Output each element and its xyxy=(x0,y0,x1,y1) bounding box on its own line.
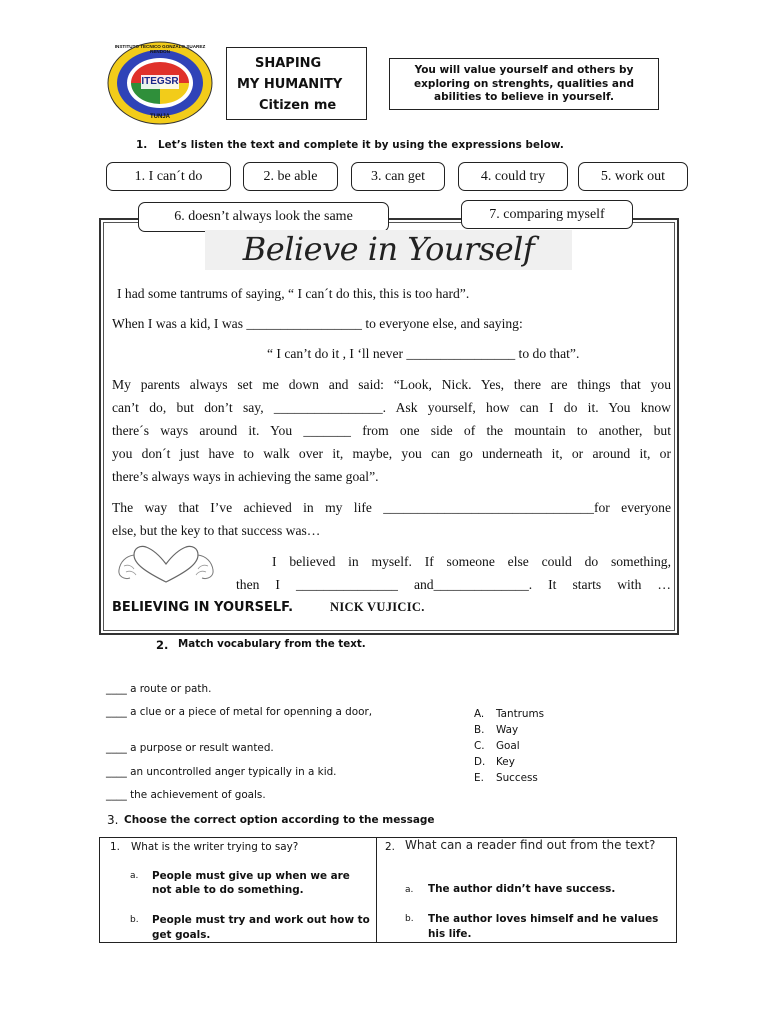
option-letter-d: D. xyxy=(474,756,486,768)
q1-option-a: People must give up when we are not able to do something. xyxy=(152,870,350,896)
school-logo xyxy=(107,41,213,125)
title-line-1: SHAPING xyxy=(255,56,322,71)
question-table-divider xyxy=(376,837,377,943)
expression-6: 6. doesn’t always look the same xyxy=(138,202,389,232)
reading-p5-line2: else, but the key to that success was… xyxy=(112,523,321,538)
logo-center-text: ITEGSR xyxy=(141,76,179,87)
q2-a-letter: a. xyxy=(405,885,414,895)
section3-instruction: Choose the correct option according to the message xyxy=(124,814,435,826)
expression-3: 3. can get xyxy=(351,162,445,191)
expression-2: 2. be able xyxy=(243,162,338,191)
option-letter-a: A. xyxy=(474,708,485,720)
section3-number: 3. xyxy=(107,813,119,827)
option-letter-e: E. xyxy=(474,772,484,784)
option-word-c: Goal xyxy=(496,740,520,752)
reading-p4-line1: My parents always set me down and said: “Look, Nick. Yes, there are things that you xyxy=(112,377,671,392)
q1-option-b: People must try and work out how to get goals. xyxy=(152,914,370,941)
section1-number: 1. xyxy=(136,139,148,151)
expression-7: 7. comparing myself xyxy=(461,200,633,229)
logo-top-text: INSTITUTO TECNICO GONZALO SUAREZ RENDON xyxy=(114,44,206,54)
title-line-2: MY HUMANITY xyxy=(237,77,343,92)
heart-hands-icon xyxy=(116,542,216,586)
definition-1: ____ a route or path. xyxy=(106,683,212,695)
option-word-a: Tantrums xyxy=(496,708,545,720)
q1-number: 1. xyxy=(110,841,120,853)
goal-box xyxy=(389,58,659,110)
q1-a-letter: a. xyxy=(130,871,139,881)
closing-caps: BELIEVING IN YOURSELF. xyxy=(112,600,294,615)
q2-option-b: The author loves himself and he values his life. xyxy=(428,913,659,940)
goal-text: You will value yourself and others by exploring on strenghts, qualities and abilities to believe in yourself. xyxy=(414,64,634,103)
expression-1: 1. I can´t do xyxy=(106,162,231,191)
reading-p4-line4: you don´t just have to walk over it, maybe, you can go underneath it, or around it, or xyxy=(112,446,671,461)
reading-p4-line2: can’t do, but don’t say, ________________. Ask yourself, how can I do it. You know xyxy=(112,400,671,415)
option-word-d: Key xyxy=(496,756,515,768)
section2-number: 2. xyxy=(156,638,169,652)
option-word-b: Way xyxy=(496,724,519,736)
expression-4: 4. could try xyxy=(458,162,568,191)
section2-instruction: Match vocabulary from the text. xyxy=(178,638,366,650)
title-line-3: Citizen me xyxy=(259,98,337,113)
q2-b-letter: b. xyxy=(405,914,414,924)
q2-number: 2. xyxy=(385,841,395,853)
reading-p4-line5: there’s always ways in achieving the same goal”. xyxy=(112,469,379,484)
q2-question: What can a reader find out from the text? xyxy=(405,838,656,852)
author-name: NICK VUJICIC. xyxy=(330,600,425,614)
reading-p3: “ I can’t do it , I ‘ll never ________________ to do that”. xyxy=(267,346,580,361)
q1-b-letter: b. xyxy=(130,915,139,925)
reading-p6-line2: then I _______________ and______________. It starts with … xyxy=(236,577,671,592)
title-box xyxy=(226,47,367,120)
q1-question: What is the writer trying to say? xyxy=(131,841,299,853)
reading-p4-line3: there´s ways around it. You _______ from one side of the mountain to another, but xyxy=(112,423,671,438)
reading-p5-line1: The way that I’ve achieved in my life _______________________________for everyone xyxy=(112,500,671,515)
logo-bottom-text: TUNJA xyxy=(149,114,170,120)
option-letter-c: C. xyxy=(474,740,485,752)
option-word-e: Success xyxy=(496,772,538,784)
definition-4: ____ an uncontrolled anger typically in a kid. xyxy=(106,766,337,778)
definition-3: ____ a purpose or result wanted. xyxy=(106,742,274,754)
option-letter-b: B. xyxy=(474,724,485,736)
reading-title: Believe in Yourself xyxy=(242,230,535,268)
q2-option-a: The author didn’t have success. xyxy=(428,883,616,895)
section1-instruction: Let’s listen the text and complete it by using the expressions below. xyxy=(158,139,564,151)
reading-p2: When I was a kid, I was _________________ to everyone else, and saying: xyxy=(112,316,523,331)
reading-p1: I had some tantrums of saying, “ I can´t do this, this is too hard”. xyxy=(117,286,470,301)
expression-5: 5. work out xyxy=(578,162,688,191)
reading-p6-line1: I believed in myself. If someone else could do something, xyxy=(272,554,671,569)
definition-5: ____ the achievement of goals. xyxy=(106,789,266,801)
definition-2: ____ a clue or a piece of metal for openning a door, xyxy=(106,706,373,718)
